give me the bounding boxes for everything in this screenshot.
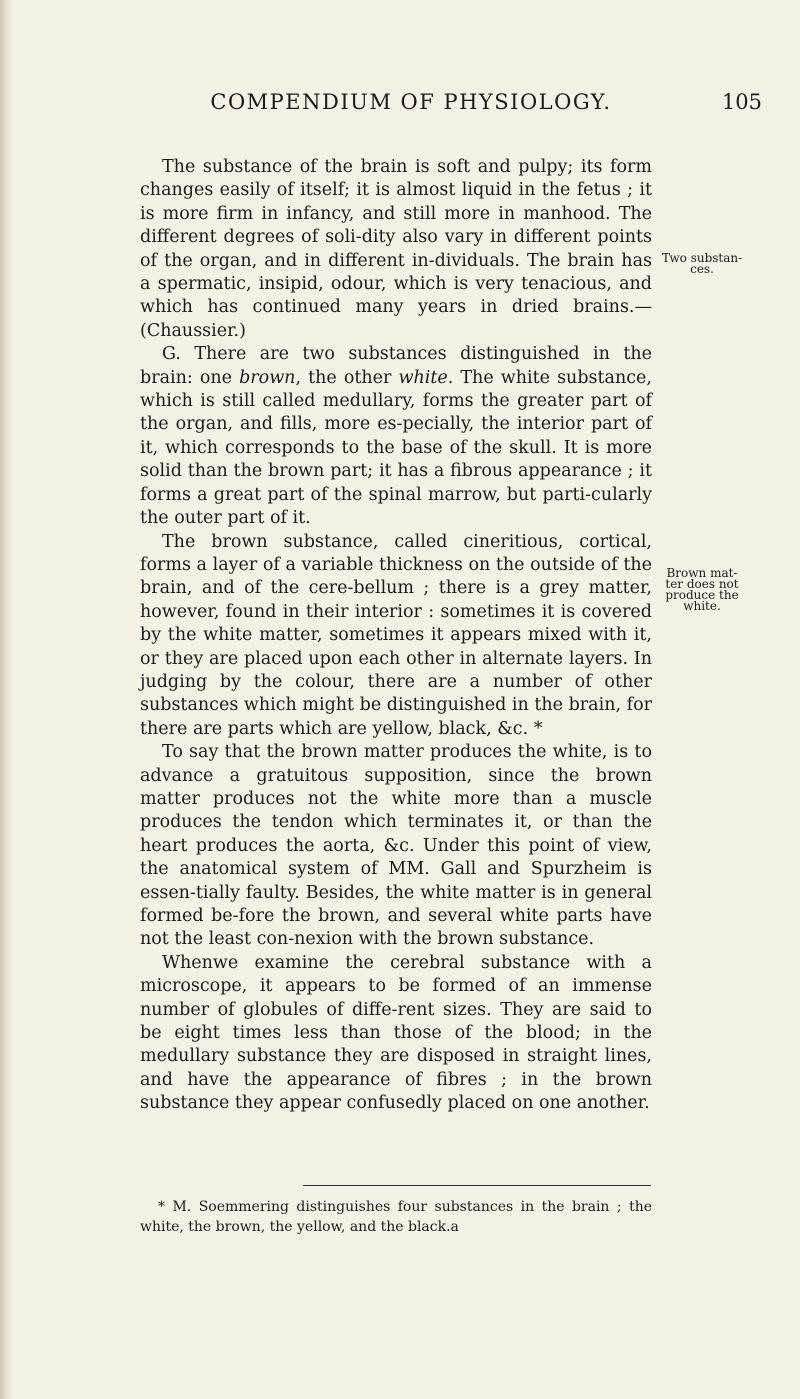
term-white: white: [398, 367, 448, 388]
paragraph-4: To say that the brown matter produces the white, is to advance a gratuitous supposition, since the brown matter produces not the white more than a muscle produces the tendon which terminates it, or than the heart produces the aorta, &c. Under this point of view, the anatomical system of MM. Gall and Spurzheim is essen-tially faulty. Besides, the white matter is in general formed be-fore the brown, and several white parts have not the least con-nexion with the brown substance.: [140, 742, 652, 950]
paragraph-3: The brown substance, called cineritious, cortical, forms a layer of a variable thickness on the outside of the brain, and of the cere-bellum ; there is a grey matter, however, found in their interior : sometimes it is covered by the white matter, sometimes it appears mixed with it, or they are placed upon each other in alternate layers. In judging by the colour, there are a number of other substances which might be distinguished in the brain, for there are parts which are yellow, black, &c. *: [140, 531, 652, 739]
footnote-text: * M. Soemmering distinguishes four substances in the brain ; the white, the brown, the yellow, and the black.a: [140, 1199, 652, 1235]
footnote-rule: [303, 1185, 651, 1186]
paragraph-2-part-a: G. There are two substances distinguished in the brain: one: [140, 344, 652, 388]
footnote: [140, 1197, 652, 1237]
margin-note-two-substances: Two substan-ces.: [661, 251, 743, 276]
page-edge: [0, 0, 14, 1399]
page-header: [140, 82, 762, 122]
paragraph-5: Whenwe examine the cerebral substance with a microscope, it appears to be formed of an immense number of globules of diffe-rent sizes. They are said to be eight times less than those of the blood; in the medullary substance they are disposed in straight lines, and have the appearance of fibres ; in the brown substance they appear confusedly placed on one another.: [140, 952, 652, 1114]
term-brown: brown: [239, 367, 296, 388]
body-text: [140, 156, 652, 1116]
paragraph-2-part-c: . The white substance, which is still called medullary, forms the greater part of the organ, and fills, more es-pecially, the interior part of it, which corresponds to the base of the skull. It is more solid than the brown part; it has a fibrous appearance ; it forms a great part of the spinal marrow, but parti-cularly the outer part of it.: [140, 367, 652, 529]
paragraph-1: The substance of the brain is soft and pulpy; its form changes easily of itself; it is almost liquid in the fetus ; it is more firm in infancy, and still more in manhood. The different degrees of soli-dity also vary in different points of the organ, and in different in-dividuals. The brain has a spermatic, insipid, odour, which is very tenacious, and which has continued many years in dried brains.—(Chaussier.): [140, 157, 652, 341]
margin-note-brown-matter: Brown mat-ter does not produce the white.: [665, 566, 739, 613]
running-title: COMPENDIUM OF PHYSIOLOGY.: [210, 90, 612, 114]
page-number: 105: [721, 90, 762, 114]
paragraph-2-part-b: , the other: [295, 367, 399, 388]
paragraph-2: [140, 343, 652, 530]
